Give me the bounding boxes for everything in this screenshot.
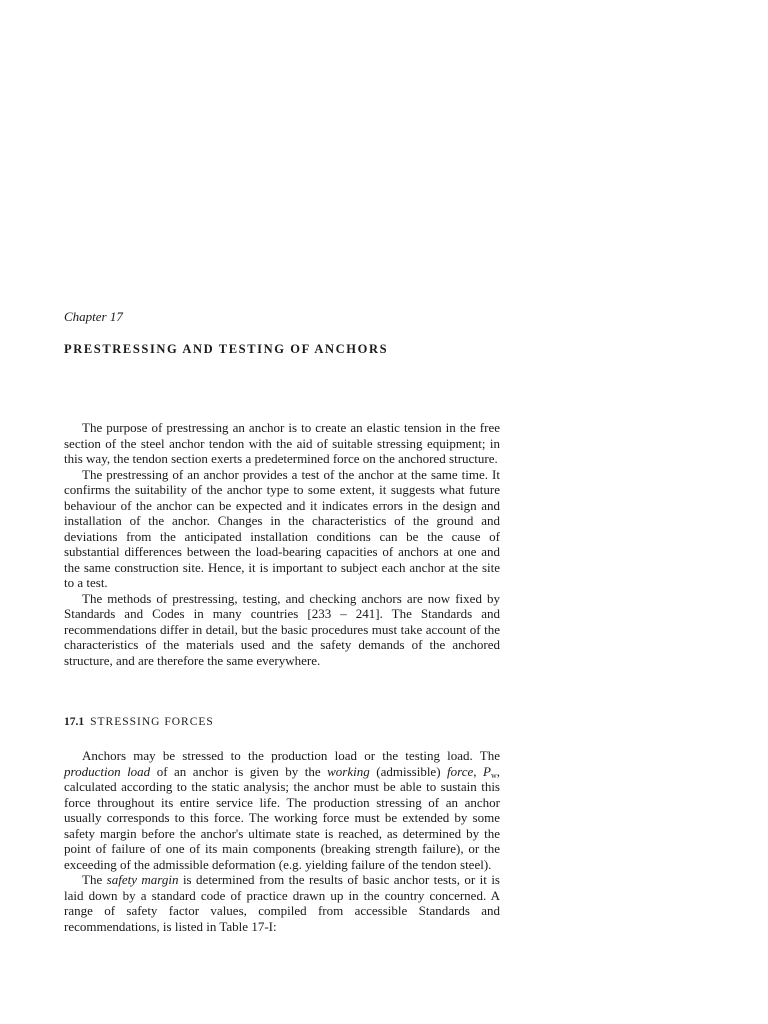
section-title: STRESSING FORCES	[90, 716, 214, 728]
paragraph: Anchors may be stressed to the production load or the testing load. The production load of an anchor is given by the working (admissible) force, $P_w$, calculated according to the static analysis; the anchor must be able to sustain this force throughout its entire service life. The production stressing of an anchor usually corresponds to this force. The working force must be extended by some safety margin before the anchor's ultimate state is reached, as determined by the point of failure of one of its main components (breaking strength failure), or the exceeding of the admissible deformation (e.g. yielding failure of the tendon steel).	[64, 748, 501, 872]
section-heading	[64, 716, 214, 728]
paragraph: The methods of prestressing, testing, and checking anchors are now fixed by Standards and Codes in many countries [233 – 241]. The Standards and recommendations differ in detail, but the basic procedures must take account of the characteristics of the materials used and the safety demands of the anchored structure, and are therefore the same everywhere.	[64, 590, 500, 668]
chapter-label: Chapter 17	[64, 309, 123, 324]
section-number: 17.1	[64, 716, 85, 728]
paragraph: The prestressing of an anchor provides a test of the anchor at the same time. It confirms the suitability of the anchor type to some extent, it suggests what future behaviour of the anchor can be expected and it indicates errors in the design and installation of the anchor. Changes in the characteristics of the ground and deviations from the anticipated installation conditions can be the cause of substantial differences between the load-bearing capacities of anchors at one and the same construction site. Hence, it is important to subject each anchor at the site to a test.	[64, 466, 500, 590]
term-production-load: production load	[64, 763, 151, 779]
subscript: w	[490, 770, 497, 780]
chapter-title: PRESTRESSING AND TESTING OF ANCHORS	[64, 342, 389, 356]
intro-text	[64, 420, 500, 668]
section-text	[64, 748, 500, 934]
term-working: working	[327, 763, 370, 779]
paragraph: The purpose of prestressing an anchor is to create an elastic tension in the free section of the steel anchor tendon with the aid of suitable stressing equipment; in this way, the tendon section exerts a predetermined force on the anchored structure.	[64, 420, 500, 466]
term-force: force, P	[447, 763, 491, 779]
paragraph: The safety margin is determined from the results of basic anchor tests, or it is laid down by a standard code of practice drawn up in the country concerned. A range of safety factor values, compiled from accessible Standards and recommendations, is listed in Table 17-I:	[64, 872, 500, 934]
term-safety-margin: safety margin	[106, 872, 179, 887]
